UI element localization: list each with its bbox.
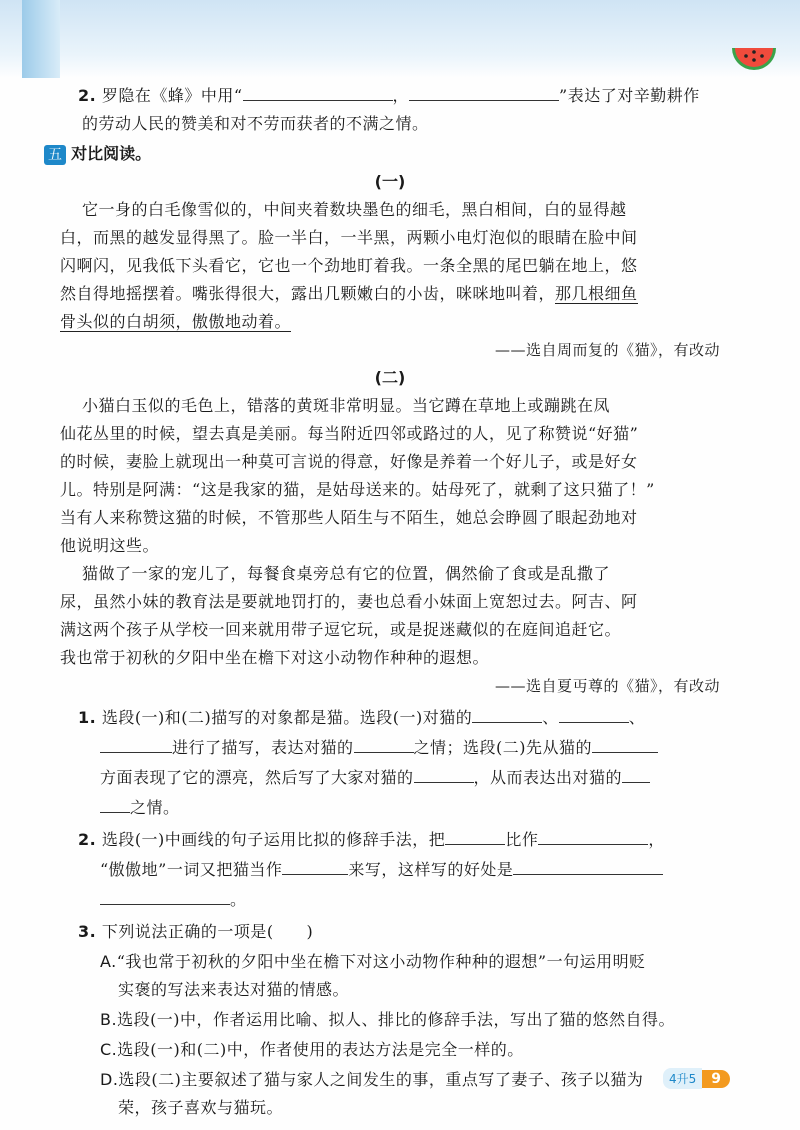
answer-blank[interactable] <box>622 766 650 783</box>
answer-blank[interactable] <box>538 828 648 845</box>
passage1-line: 闪啊闪，见我低下头看它，它也一个劲地盯着我。一条全黑的尾巴躺在地上，悠 <box>60 256 638 275</box>
question-1: 1. 选段(一)和(二)描写的对象都是猫。选段(一)对猫的 、 、 <box>78 708 646 727</box>
question-3: 3. 下列说法正确的一项是( ) <box>78 922 314 941</box>
option-d[interactable]: D.选段(二)主要叙述了猫与家人之间发生的事，重点写了妻子、孩子以猫为 <box>100 1070 644 1089</box>
option-b[interactable]: B.选段(一)中，作者运用比喻、拟人、排比的修辞手法，写出了猫的悠然自得。 <box>100 1010 676 1029</box>
page-number: 9 <box>702 1070 730 1088</box>
watermelon-icon <box>730 38 778 86</box>
underlined-sentence: 骨头似的白胡须，傲傲地动着。 <box>60 312 292 331</box>
passage2-line: 我也常于初秋的夕阳中坐在檐下对这小动物作种种的遐想。 <box>60 648 490 667</box>
passage2-line: 当有人来称赞这猫的时候，不管那些人陌生与不陌生，她总会睁圆了眼起劲地对 <box>60 508 638 527</box>
question-2-line2: “傲傲地”一词又把猫当作 来写，这样写的好处是 <box>100 858 663 882</box>
question-1-line2: 进行了描写，表达对猫的 之情；选段(二)先从猫的 <box>100 736 658 760</box>
question-1-line3: 方面表现了它的漂亮，然后写了大家对猫的 ，从而表达出对猫的 <box>100 766 650 790</box>
passage2-line: 仙花丛里的时候，望去真是美丽。每当附近四邻或路过的人，见了称赞说“好猫” <box>60 424 639 443</box>
option-a-line2: 实褒的写法来表达对猫的情感。 <box>118 980 350 999</box>
answer-blank[interactable] <box>100 796 130 813</box>
answer-blank[interactable] <box>243 84 393 101</box>
passage2-line: 的时候，妻脸上就现出一种莫可言说的得意，好像是养着一个好儿子，或是好女 <box>60 452 638 471</box>
header-band <box>0 0 800 78</box>
page-footer <box>663 1068 730 1089</box>
option-c[interactable]: C.选段(一)和(二)中，作者使用的表达方法是完全一样的。 <box>100 1040 524 1059</box>
question-2: 2. 选段(一)中画线的句子运用比拟的修辞手法，把 比作 ， <box>78 830 665 849</box>
passage2-source: ——选自夏丏尊的《猫》，有改动 <box>494 677 720 695</box>
passage2-line: 儿。特别是阿满：“这是我家的猫，是姑母送来的。姑母死了，就剩了这只猫了！” <box>60 480 655 499</box>
section-header: 五 对比阅读。 <box>44 142 151 166</box>
option-d-line2: 荣，孩子喜欢与猫玩。 <box>118 1098 284 1117</box>
passage2-line: 满这两个孩子从学校一回来就用带子逗它玩，或是捉迷藏似的在庭间追赶它。 <box>60 620 622 639</box>
passage1-source: ——选自周而复的《猫》，有改动 <box>494 341 720 359</box>
header-strip <box>22 0 60 78</box>
passage1-line: 白，而黑的越发显得黑了。脸一半白，一半黑，两颗小电灯泡似的眼睛在脸中间 <box>60 228 638 247</box>
answer-blank[interactable] <box>100 888 230 905</box>
section-number-icon: 五 <box>44 145 66 165</box>
passage1-line: 它一身的白毛像雪似的，中间夹着数块墨色的细毛，黑白相间，白的显得越 <box>82 200 627 219</box>
passage1-heading: (一) <box>374 172 406 191</box>
q2-top: 2. 罗隐在《蜂》中用“ ， ”表达了对辛勤耕作 <box>78 86 700 105</box>
passage2-heading: (二) <box>374 368 406 387</box>
passage1-line: 然自得地摇摆着。嘴张得很大，露出几颗嫩白的小齿，咪咪地叫着，那几根细鱼 <box>60 284 638 303</box>
grade-badge: 4升5 <box>663 1068 702 1089</box>
answer-blank[interactable] <box>414 766 474 783</box>
passage2-line: 他说明这些。 <box>60 536 160 555</box>
answer-blank[interactable] <box>282 858 348 875</box>
q2-top-line2: 的劳动人民的赞美和对不劳而获者的不满之情。 <box>82 114 429 133</box>
option-a[interactable]: A.“我也常于初秋的夕阳中坐在檐下对这小动物作种种的遐想”一句运用明贬 <box>100 952 646 971</box>
passage1-line <box>60 310 291 334</box>
answer-blank[interactable] <box>100 736 172 753</box>
answer-blank[interactable] <box>513 858 663 875</box>
answer-blank[interactable] <box>409 84 559 101</box>
question-2-line3: 。 <box>100 888 247 912</box>
answer-blank[interactable] <box>592 736 658 753</box>
underlined-sentence: 那几根细鱼 <box>555 284 638 303</box>
answer-blank[interactable] <box>445 828 505 845</box>
answer-blank[interactable] <box>559 706 629 723</box>
passage2-line: 小猫白玉似的毛色上，错落的黄斑非常明显。当它蹲在草地上或蹦跳在凤 <box>82 396 611 415</box>
answer-blank[interactable] <box>472 706 542 723</box>
answer-blank[interactable] <box>354 736 414 753</box>
passage2-line: 猫做了一家的宠儿了，每餐食桌旁总有它的位置，偶然偷了食或是乱撒了 <box>82 564 611 583</box>
question-1-line4: 之情。 <box>100 796 180 820</box>
passage2-line: 尿，虽然小妹的教育法是要就地罚打的，妻也总看小妹面上宽恕过去。阿吉、阿 <box>60 592 638 611</box>
